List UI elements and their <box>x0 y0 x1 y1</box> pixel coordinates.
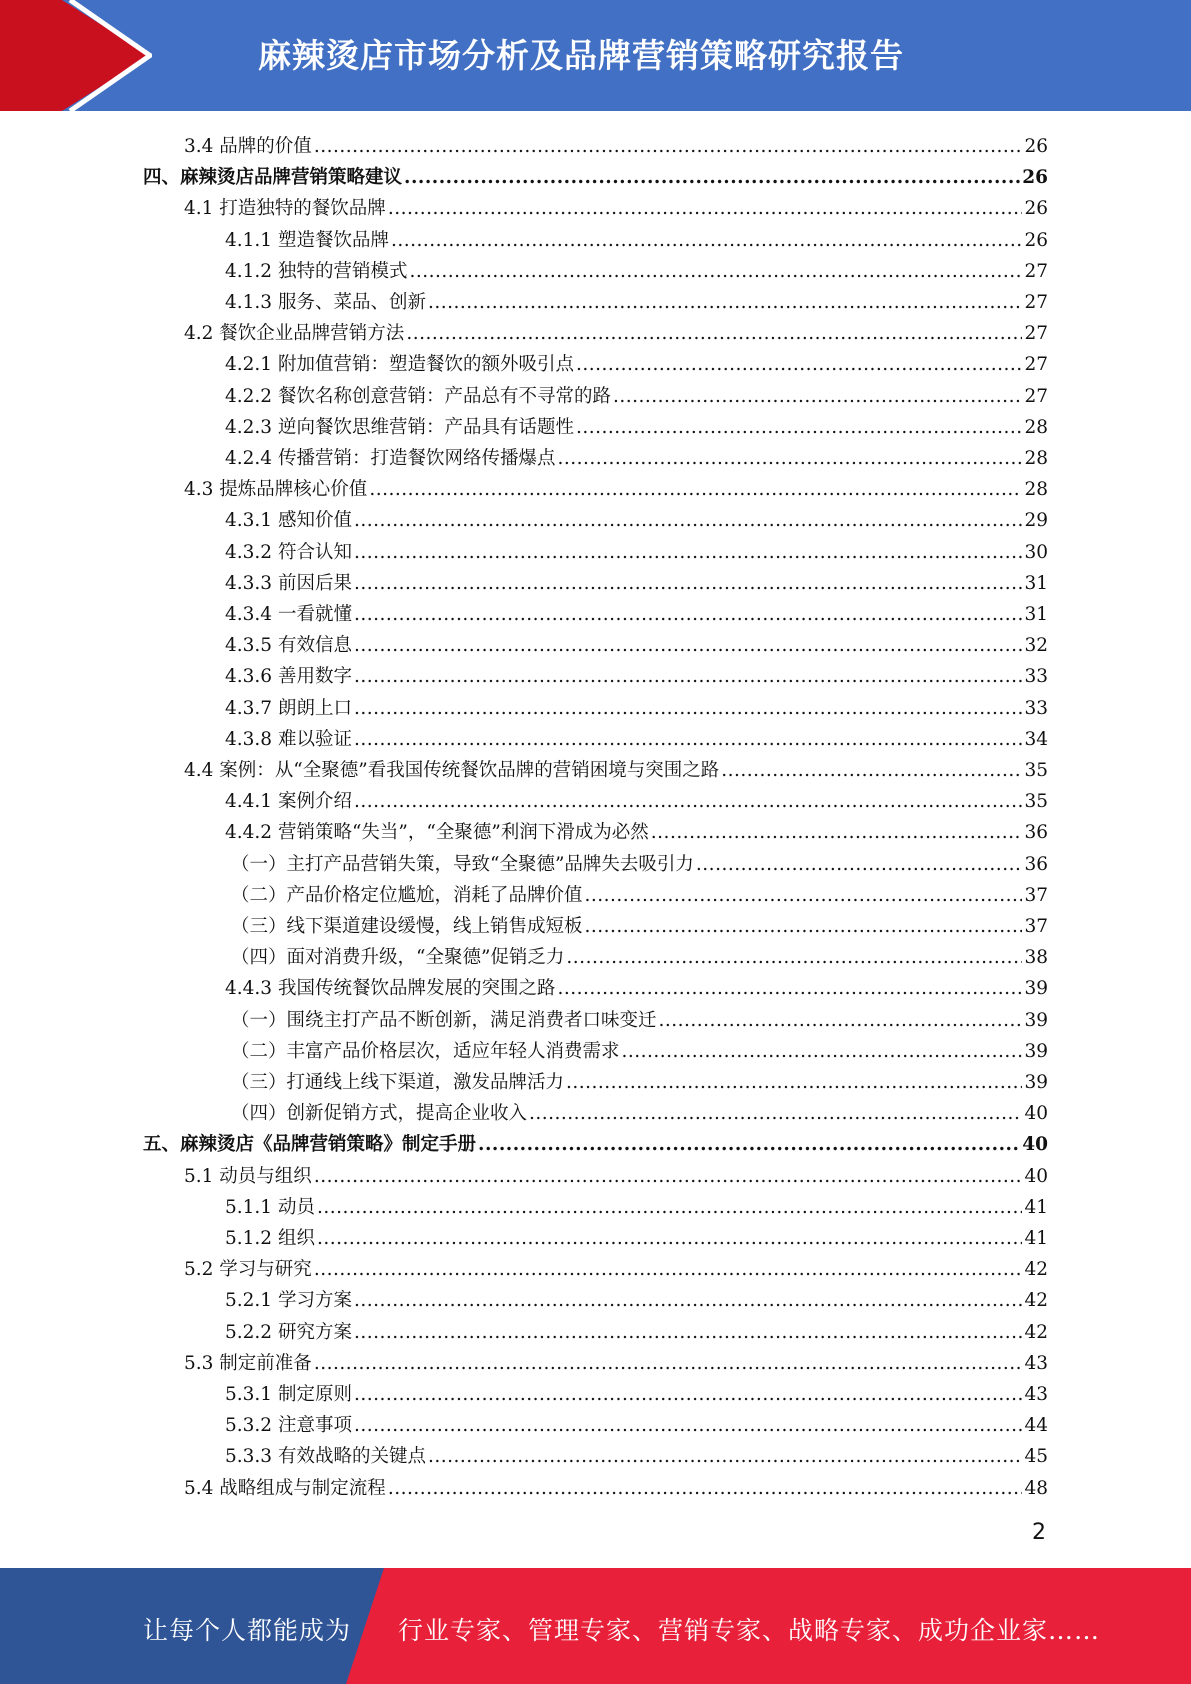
toc-entry-page: 36 <box>1024 853 1048 875</box>
toc-entry-label: （四）创新促销方式，提高企业收入 <box>231 1103 528 1125</box>
toc-entry[interactable] <box>143 159 1048 190</box>
toc-entry[interactable] <box>225 253 1048 284</box>
toc-entry-page: 43 <box>1024 1352 1048 1374</box>
toc-entry[interactable] <box>225 627 1048 658</box>
toc-entry[interactable] <box>225 222 1048 253</box>
toc-leader-dots <box>478 1133 1020 1157</box>
toc-entry-page: 27 <box>1024 354 1048 376</box>
toc-leader-dots <box>314 1258 1023 1282</box>
toc-entry-page: 44 <box>1024 1415 1048 1437</box>
toc-entry-page: 39 <box>1024 1040 1048 1062</box>
toc-entry[interactable] <box>225 690 1048 721</box>
toc-leader-dots <box>613 385 1022 409</box>
toc-leader-dots <box>696 853 1023 877</box>
toc-entry-label: 4.1.1 塑造餐饮品牌 <box>225 229 389 251</box>
toc-entry-page: 41 <box>1024 1196 1048 1218</box>
toc-entry-page: 43 <box>1024 1384 1048 1405</box>
toc-entry-label: 4.3.1 感知价值 <box>225 510 352 532</box>
toc-entry-label: 4.4.2 营销策略“失当”，“全聚德”利润下滑成为必然 <box>225 822 649 844</box>
toc-entry[interactable] <box>184 1345 1048 1376</box>
toc-leader-dots <box>557 447 1022 471</box>
toc-leader-dots <box>391 229 1022 253</box>
toc-entry[interactable] <box>184 471 1048 502</box>
toc-leader-dots <box>557 977 1022 1001</box>
report-title: 麻辣烫店市场分析及品牌营销策略研究报告 <box>258 36 904 75</box>
toc-entry-label: 5.1.2 组织 <box>225 1228 315 1249</box>
toc-entry[interactable] <box>225 284 1048 315</box>
toc-entry-label: 5.2 学习与研究 <box>184 1259 312 1281</box>
toc-entry-page: 29 <box>1024 510 1048 532</box>
toc-leader-dots <box>317 1227 1023 1251</box>
toc-entry[interactable] <box>225 346 1048 377</box>
toc-entry-page: 30 <box>1024 541 1048 563</box>
footer-slogan-left: 让每个人都能成为 <box>143 1616 352 1645</box>
toc-leader-dots <box>409 260 1022 284</box>
toc-entry-label: 4.2.3 逆向餐饮思维营销：产品具有话题性 <box>225 416 574 438</box>
toc-entry[interactable] <box>225 502 1048 533</box>
toc-entry-label: 5.3 制定前准备 <box>184 1352 312 1374</box>
toc-entry-label: 4.1.2 独特的营销模式 <box>225 260 408 282</box>
toc-entry-page: 33 <box>1024 697 1048 719</box>
toc-entry-label: （一）主打产品营销失策，导致“全聚德”品牌失去吸引力 <box>231 853 694 875</box>
toc-entry-label: 4.3.2 符合认知 <box>225 541 352 563</box>
toc-entry-page: 28 <box>1024 416 1048 438</box>
toc-entry-page: 42 <box>1024 1321 1048 1343</box>
toc-entry[interactable] <box>225 534 1048 565</box>
toc-entry-label: 4.2.2 餐饮名称创意营销：产品总有不寻常的路 <box>225 385 611 407</box>
toc-leader-dots <box>354 1414 1023 1438</box>
toc-entry[interactable] <box>225 721 1048 752</box>
toc-entry[interactable] <box>184 190 1048 221</box>
toc-entry[interactable] <box>225 596 1048 627</box>
toc-entry-label: 4.3.8 难以验证 <box>225 728 352 750</box>
toc-entry[interactable] <box>225 1282 1048 1313</box>
toc-entry-page: 42 <box>1024 1259 1048 1281</box>
toc-entry-label: 5.1 动员与组织 <box>184 1165 312 1187</box>
toc-entry-label: 4.2.4 传播营销：打造餐饮网络传播爆点 <box>225 448 556 469</box>
toc-entry-page: 41 <box>1024 1228 1048 1249</box>
toc-entry-label: （二）丰富产品价格层次，适应年轻人消费需求 <box>231 1040 620 1062</box>
toc-entry[interactable] <box>225 1438 1048 1469</box>
toc-entry-page: 31 <box>1024 604 1048 625</box>
toc-leader-dots <box>354 634 1023 658</box>
toc-entry-page: 36 <box>1024 822 1048 844</box>
toc-entry-page: 40 <box>1022 1134 1048 1156</box>
toc-entry[interactable] <box>225 1220 1048 1251</box>
toc-entry-page: 37 <box>1024 884 1048 906</box>
toc-leader-dots <box>428 1445 1022 1469</box>
toc-leader-dots <box>585 915 1023 939</box>
toc-entry[interactable] <box>231 1033 1048 1064</box>
toc-entry-page: 39 <box>1024 978 1048 1000</box>
toc-entry-label: 4.3.3 前因后果 <box>225 572 352 594</box>
toc-leader-dots <box>651 821 1023 845</box>
toc-entry-label: 4.3.4 一看就懂 <box>225 604 352 625</box>
toc-entry-label: 5.3.1 制定原则 <box>225 1384 352 1405</box>
toc-entry-page: 39 <box>1024 1072 1048 1093</box>
toc-leader-dots <box>585 884 1023 908</box>
toc-entry-label: 4.4 案例：从“全聚德”看我国传统餐饮品牌的营销困境与突围之路 <box>184 760 720 781</box>
toc-entry-page: 40 <box>1024 1165 1048 1187</box>
toc-entry-page: 28 <box>1024 448 1048 469</box>
toc-entry-label: 4.1 打造独特的餐饮品牌 <box>184 198 386 220</box>
toc-entry-page: 26 <box>1024 136 1048 157</box>
toc-leader-dots <box>576 353 1022 377</box>
toc-leader-dots <box>354 1321 1023 1345</box>
toc-entry-page: 40 <box>1024 1103 1048 1125</box>
toc-entry-label: 4.4.1 案例介绍 <box>225 791 352 813</box>
toc-entry-page: 27 <box>1024 292 1048 313</box>
toc-entry-page: 45 <box>1024 1446 1048 1468</box>
toc-entry-label: 3.4 品牌的价值 <box>184 136 312 157</box>
toc-entry-page: 37 <box>1024 916 1048 937</box>
toc-entry-label: 4.4.3 我国传统餐饮品牌发展的突围之路 <box>225 978 556 1000</box>
toc-entry-label: （四）面对消费升级，“全聚德”促销乏力 <box>231 947 565 969</box>
toc-entry-label: （三）打通线上线下渠道，激发品牌活力 <box>231 1072 565 1093</box>
toc-leader-dots <box>406 322 1022 346</box>
toc-leader-dots <box>576 416 1022 440</box>
toc-entry-label: 5.3.2 注意事项 <box>225 1415 352 1437</box>
toc-entry-label: 5.3.3 有效战略的关键点 <box>225 1446 426 1468</box>
toc-leader-dots <box>566 1071 1022 1095</box>
toc-entry-label: 5.1.1 动员 <box>225 1196 315 1218</box>
toc-leader-dots <box>428 291 1022 315</box>
toc-entry[interactable] <box>225 1314 1048 1345</box>
toc-leader-dots <box>566 946 1022 970</box>
toc-leader-dots <box>354 728 1023 752</box>
toc-entry[interactable] <box>231 1002 1048 1033</box>
toc-leader-dots <box>354 665 1023 689</box>
toc-leader-dots <box>529 1102 1022 1126</box>
toc-entry[interactable] <box>184 1158 1048 1189</box>
toc-entry[interactable] <box>184 1251 1048 1282</box>
toc-entry[interactable] <box>231 908 1048 939</box>
toc-entry-page: 33 <box>1024 666 1048 688</box>
toc-entry-page: 28 <box>1024 479 1048 501</box>
toc-leader-dots <box>354 697 1023 721</box>
toc-entry-label: 4.3.5 有效信息 <box>225 635 352 657</box>
toc-entry[interactable] <box>143 1126 1048 1157</box>
toc-entry-page: 26 <box>1022 167 1048 189</box>
toc-entry-page: 42 <box>1024 1290 1048 1312</box>
toc-leader-dots <box>354 1383 1023 1407</box>
toc-leader-dots <box>404 166 1020 190</box>
toc-leader-dots <box>354 603 1023 627</box>
toc-entry[interactable] <box>225 565 1048 596</box>
toc-leader-dots <box>659 1009 1023 1033</box>
toc-leader-dots <box>314 1165 1023 1189</box>
toc-leader-dots <box>354 790 1023 814</box>
toc-leader-dots <box>354 509 1023 533</box>
toc-entry[interactable] <box>225 1376 1048 1407</box>
toc-entry[interactable] <box>184 752 1048 783</box>
toc-entry[interactable] <box>184 1470 1048 1501</box>
toc-entry-page: 35 <box>1024 791 1048 813</box>
toc-entry-label: 四、麻辣烫店品牌营销策略建议 <box>143 167 403 189</box>
toc-entry-page: 31 <box>1024 572 1048 594</box>
toc-entry[interactable] <box>225 814 1048 845</box>
toc-entry[interactable] <box>225 378 1048 409</box>
toc-entry[interactable] <box>231 877 1048 908</box>
toc-entry-page: 34 <box>1024 728 1048 750</box>
toc-entry-label: 五、麻辣烫店《品牌营销策略》制定手册 <box>143 1134 477 1156</box>
toc-entry-label: 4.3.7 朗朗上口 <box>225 697 352 719</box>
toc-entry-page: 32 <box>1024 635 1048 657</box>
page-footer <box>0 1568 1191 1684</box>
toc-leader-dots <box>721 759 1022 783</box>
page-header <box>0 0 1191 111</box>
toc-entry-label: 4.2.1 附加值营销：塑造餐饮的额外吸引点 <box>225 354 574 376</box>
toc-entry-label: 4.2 餐饮企业品牌营销方法 <box>184 323 405 345</box>
toc-entry[interactable] <box>184 315 1048 346</box>
footer-slogan-right: 行业专家、管理专家、营销专家、战略专家、成功企业家…… <box>398 1616 1101 1645</box>
toc-entry-label: （三）线下渠道建设缓慢，线上销售成短板 <box>231 916 583 937</box>
toc-entry[interactable] <box>184 128 1048 159</box>
toc-entry-page: 35 <box>1024 760 1048 781</box>
toc-leader-dots <box>354 572 1023 596</box>
toc-entry-label: （二）产品价格定位尴尬，消耗了品牌价值 <box>231 884 583 906</box>
toc-entry-page: 38 <box>1024 947 1048 969</box>
toc-leader-dots <box>369 478 1022 502</box>
toc-entry-page: 27 <box>1024 260 1048 282</box>
toc-entry[interactable] <box>225 1407 1048 1438</box>
page-number: 2 <box>1032 1520 1046 1545</box>
toc-leader-dots <box>388 1477 1023 1501</box>
toc-entry-page: 26 <box>1024 229 1048 251</box>
toc-entry[interactable] <box>225 409 1048 440</box>
toc-entry-label: 5.2.1 学习方案 <box>225 1290 352 1312</box>
header-arrow-graphic <box>0 0 152 111</box>
toc-entry[interactable] <box>231 939 1048 970</box>
toc-entry[interactable] <box>231 1095 1048 1126</box>
toc-entry-label: （一）围绕主打产品不断创新，满足消费者口味变迁 <box>231 1009 657 1031</box>
toc-entry[interactable] <box>231 846 1048 877</box>
toc-entry-page: 27 <box>1024 323 1048 345</box>
toc-entry[interactable] <box>225 970 1048 1001</box>
toc-entry[interactable] <box>225 658 1048 689</box>
toc-entry-label: 4.3.6 善用数字 <box>225 666 352 688</box>
toc-leader-dots <box>317 1196 1023 1220</box>
toc-entry-page: 27 <box>1024 385 1048 407</box>
toc-entry-page: 48 <box>1024 1477 1048 1499</box>
toc-leader-dots <box>354 1289 1023 1313</box>
toc-entry-label: 4.3 提炼品牌核心价值 <box>184 479 368 501</box>
toc-entry-page: 39 <box>1024 1009 1048 1031</box>
toc-entry-label: 4.1.3 服务、菜品、创新 <box>225 292 426 313</box>
toc-entry[interactable] <box>231 1064 1048 1095</box>
toc-leader-dots <box>314 135 1023 159</box>
toc-leader-dots <box>314 1352 1023 1376</box>
toc-entry[interactable] <box>225 1189 1048 1220</box>
toc-entry[interactable] <box>225 783 1048 814</box>
toc-entry[interactable] <box>225 440 1048 471</box>
toc-entry-label: 5.4 战略组成与制定流程 <box>184 1477 386 1499</box>
toc-entry-page: 26 <box>1024 198 1048 220</box>
toc-leader-dots <box>622 1040 1023 1064</box>
toc-leader-dots <box>354 541 1023 565</box>
toc-leader-dots <box>388 197 1023 221</box>
toc-entry-label: 5.2.2 研究方案 <box>225 1321 352 1343</box>
